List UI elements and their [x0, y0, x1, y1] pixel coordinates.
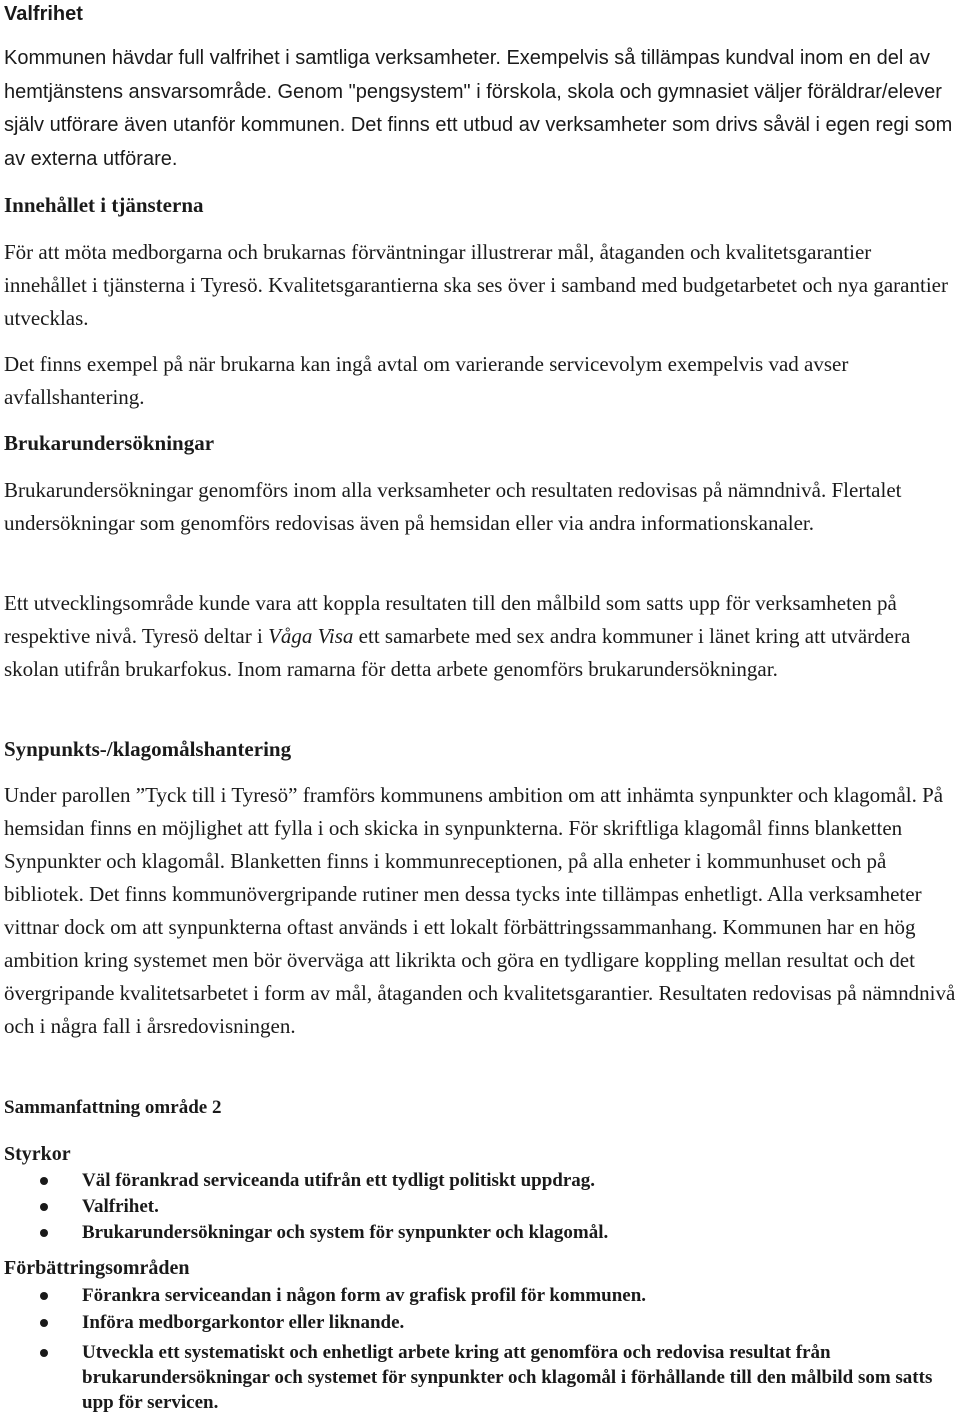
heading-sammanfattning: Sammanfattning område 2: [4, 1097, 222, 1118]
heading-valfrihet: Valfrihet: [4, 3, 83, 25]
heading-innehallet: Innehållet i tjänsterna: [4, 193, 204, 217]
bullet-icon: [40, 1203, 48, 1211]
list-item: [4, 1340, 956, 1415]
list-item-text: Valfrihet.: [82, 1196, 159, 1217]
paragraph-brukarundersokningar-1: Brukarundersökningar genomförs inom alla verksamheter och resultaten redovisas på nämndnivå. Flertalet undersökningar som genomförs redovisas även på hemsidan eller via andra informationskanaler.: [4, 478, 902, 535]
project-name-italic: Våga Visa: [268, 624, 354, 648]
heading-synpunkter: Synpunkts-/klagomålshantering: [4, 737, 292, 761]
paragraph-innehallet-2: Det finns exempel på när brukarna kan ingå avtal om varierande servicevolym exempelvis vad avser avfallshantering.: [4, 352, 849, 409]
list-item-text: Brukarundersökningar och system för synpunkter och klagomål.: [82, 1222, 609, 1243]
list-styrkor: [4, 1168, 956, 1246]
paragraph-text: Ett utvecklingsområde kunde vara att koppla resultaten till den målbild som satts upp för verksamheten på respektive nivå. Tyresö deltar i: [4, 591, 897, 648]
list-item-text: Förankra serviceandan i någon form av grafisk profil för kommunen.: [82, 1285, 647, 1306]
paragraph-brukarundersokningar-2: [4, 587, 959, 686]
bullet-icon: [40, 1177, 48, 1185]
list-item-text: Väl förankrad serviceanda utifrån ett tydligt politiskt uppdrag.: [82, 1170, 596, 1191]
bullet-icon: [40, 1229, 48, 1237]
paragraph-text: ett samarbete med sex andra kommuner i länet kring att utvärdera skolan utifrån brukarfokus. Inom ramarna för detta arbete genomförs brukarundersökningar.: [4, 624, 911, 681]
list-item-text: Införa medborgarkontor eller liknande.: [82, 1312, 405, 1333]
paragraph-valfrihet: Kommunen hävdar full valfrihet i samtliga verksamheter. Exempelvis så tillämpas kundval inom en del av hemtjänstens ansvarsområde. Genom "pengsystem" i förskola, skola och gymnasiet väljer föräldrar/elever själv utförare även utanför kommunen. Det finns ett utbud av verksamheter som drivs såväl i egen regi som av externa utförare.: [4, 47, 953, 170]
heading-forbattringsomraden: Förbättringsområden: [4, 1257, 190, 1279]
list-item: [4, 1310, 956, 1336]
list-item: [4, 1283, 956, 1309]
list-item: [4, 1194, 956, 1220]
bullet-icon: [40, 1319, 48, 1327]
list-item: [4, 1168, 956, 1194]
paragraph-synpunkter: Under parollen ”Tyck till i Tyresö” framförs kommunens ambition om att inhämta synpunkter och klagomål. På hemsidan finns en möjlighet att fylla i och skicka in synpunkterna. För skriftliga klagomål finns blanketten Synpunkter och klagomål. Blanketten finns i kommunreceptionen, på alla enheter i kommunhuset och på bibliotek. Det finns kommunövergripande rutiner men dessa tycks inte tillämpas enhetligt. Alla verksamheter vittnar dock om att synpunkterna oftast används i ett lokalt förbättringssammanhang. Kommunen har en hög ambition kring systemet men bör överväga att likrikta och göra en tydligare koppling mellan resultat och det övergripande kvalitetsarbetet i form av mål, åtaganden och kvalitetsgarantier. Resultaten redovisas på nämndnivå och i några fall i årsredovisningen.: [4, 783, 956, 1038]
bullet-icon: [40, 1292, 48, 1300]
bullet-icon: [40, 1349, 48, 1357]
list-item-text: Utveckla ett systematiskt och enhetligt arbete kring att genomföra och redovisa resultat från brukarundersökningar och systemet för synpunkter och klagomål i förhållande till den målbild som satts upp för servicen.: [82, 1342, 933, 1413]
list-item: [4, 1220, 956, 1246]
list-forbattringsomraden: [4, 1283, 956, 1415]
heading-styrkor: Styrkor: [4, 1143, 71, 1165]
heading-brukarundersokningar: Brukarundersökningar: [4, 431, 215, 455]
paragraph-innehallet-1: För att möta medborgarna och brukarnas förväntningar illustrerar mål, åtaganden och kvalitetsgarantier innehållet i tjänsterna i Tyresö. Kvalitetsgarantierna ska ses över i samband med budgetarbetet och nya garantier utvecklas.: [4, 240, 948, 330]
